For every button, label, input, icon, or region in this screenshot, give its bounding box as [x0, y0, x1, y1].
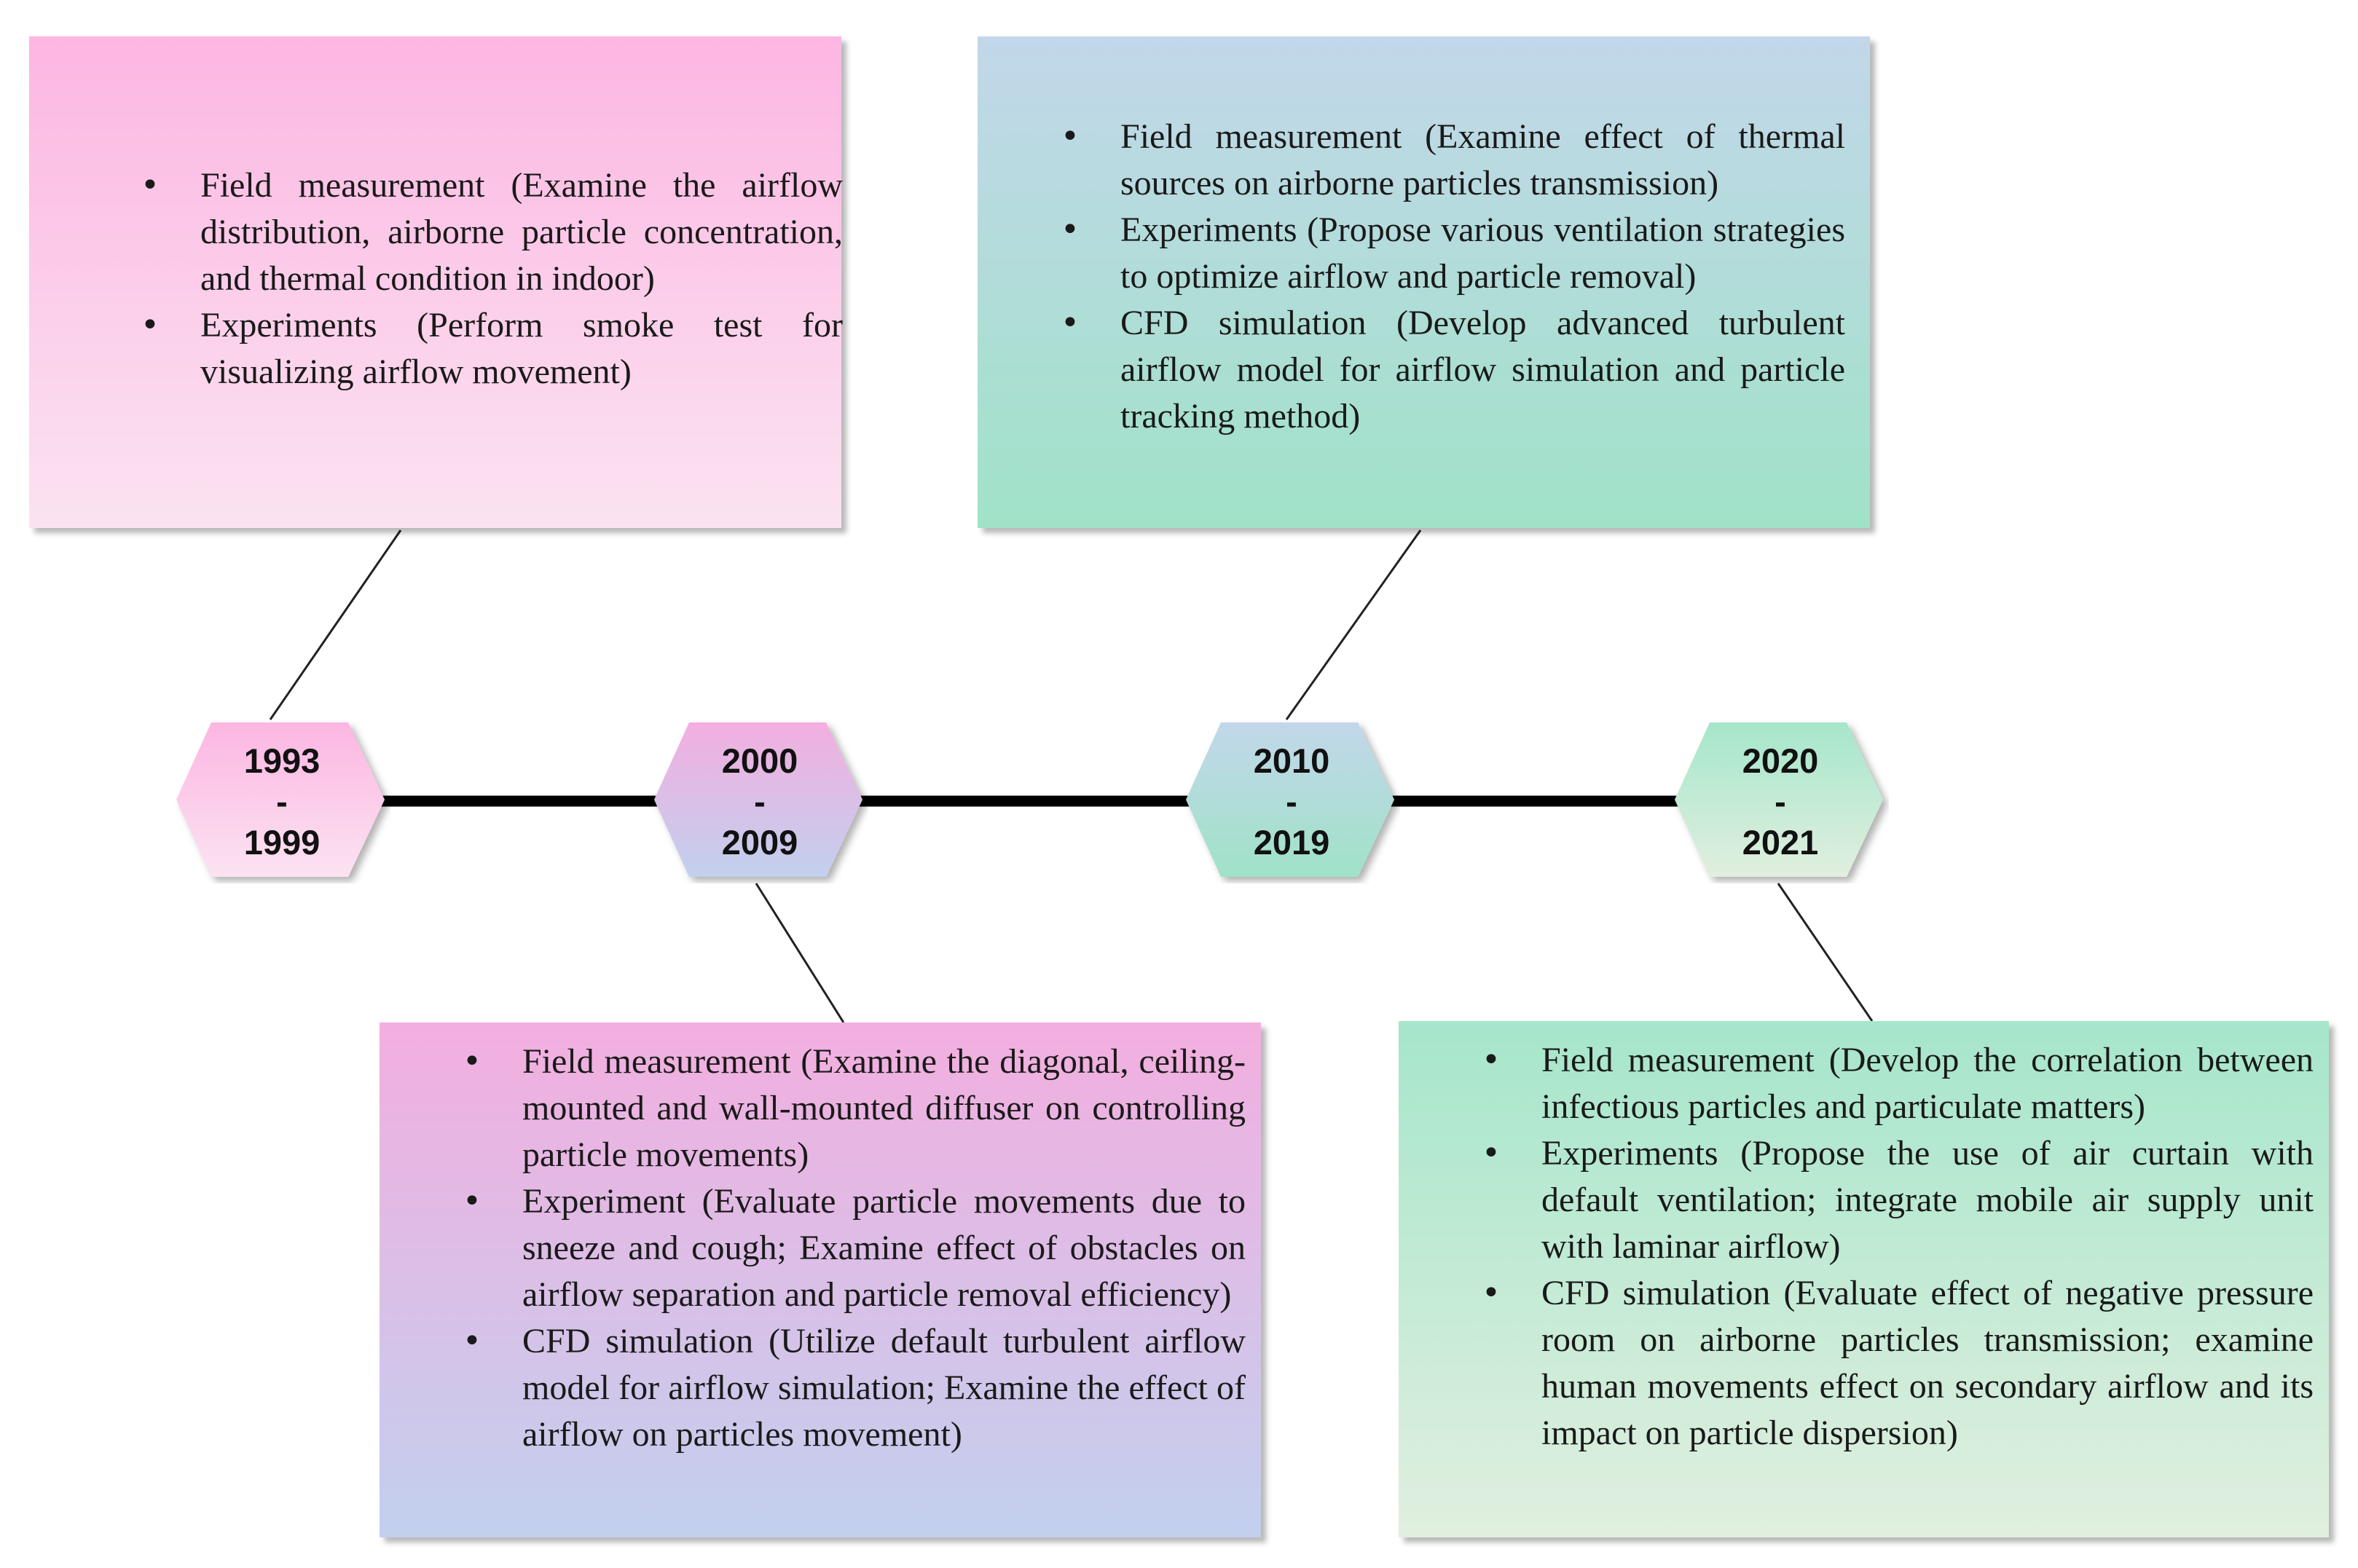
list-item: • CFD simulation (Evaluate effect of negative pressure room on airborne particles transmission; examine human movements effect on secondary airflow and its impact on particle dispersion)	[1446, 1270, 2314, 1457]
list-item: • Experiments (Propose various ventilation strategies to optimize airflow and particle removal)	[1025, 207, 1845, 300]
list-item: • Experiments (Propose the use of air curtain with default ventilation; integrate mobile air supply unit with laminar airflow)	[1446, 1130, 2314, 1270]
connector-2000	[756, 883, 844, 1023]
connector-2010	[1286, 530, 1420, 720]
connector-2020	[1778, 883, 1872, 1021]
period-separator: -	[1775, 781, 1786, 821]
period-separator: -	[1286, 781, 1297, 821]
period-separator: -	[276, 781, 288, 821]
bullet-list	[1446, 1037, 2314, 1457]
period-box-2010-2019	[978, 36, 1870, 528]
period-separator: -	[754, 781, 766, 821]
period-box-2020-2021	[1399, 1021, 2329, 1537]
period-label	[1672, 720, 1889, 883]
list-item: • Field measurement (Develop the correlation between infectious particles and particulate matters)	[1446, 1037, 2314, 1130]
list-item: • Field measurement (Examine effect of thermal sources on airborne particles transmission)	[1025, 114, 1845, 207]
period-end: 1999	[243, 822, 321, 862]
period-node-2020-2021	[1672, 720, 1889, 883]
list-item: • CFD simulation (Develop advanced turbulent airflow model for airflow simulation and particle tracking method)	[1025, 300, 1845, 440]
period-end: 2021	[1742, 822, 1819, 862]
period-node-2000-2009	[651, 720, 868, 883]
period-label	[173, 720, 390, 883]
period-label	[651, 720, 868, 883]
period-node-2010-2019	[1183, 720, 1400, 883]
period-label	[1183, 720, 1400, 883]
period-start: 2010	[1253, 741, 1330, 780]
list-item: • CFD simulation (Utilize default turbulent airflow model for airflow simulation; Examine the effect of airflow on particles movement)	[427, 1318, 1246, 1458]
list-item: • Field measurement (Examine the diagonal, ceiling-mounted and wall-mounted diffuser on controlling particle movements)	[427, 1039, 1246, 1178]
period-node-1993-1999	[173, 720, 390, 883]
period-end: 2019	[1253, 822, 1330, 862]
list-item: • Experiment (Evaluate particle movements due to sneeze and cough; Examine effect of obstacles on airflow separation and particle removal efficiency)	[427, 1178, 1246, 1318]
period-box-1993-1999	[29, 36, 841, 528]
bullet-list	[427, 1039, 1246, 1458]
connector-1993	[270, 530, 401, 720]
period-box-2000-2009	[380, 1023, 1261, 1537]
period-start: 2000	[721, 741, 798, 780]
period-start: 1993	[243, 741, 321, 780]
list-item: • Field measurement (Examine the airflow distribution, airborne particle concentration, and thermal condition in indoor)	[105, 162, 843, 302]
bullet-list	[105, 162, 843, 395]
bullet-list	[1025, 114, 1845, 440]
list-item: • Experiments (Perform smoke test for visualizing airflow movement)	[105, 302, 843, 395]
period-start: 2020	[1742, 741, 1819, 780]
period-end: 2009	[721, 822, 798, 862]
